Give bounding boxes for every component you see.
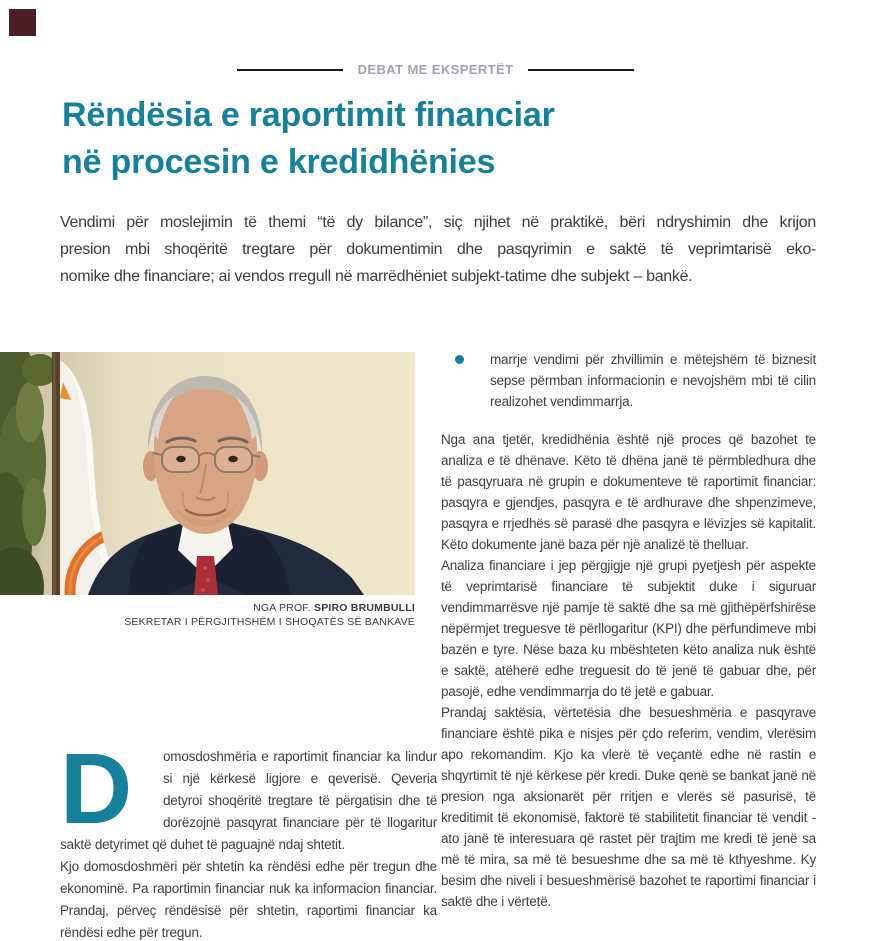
dropcap-letter: D xyxy=(60,733,133,845)
portrait-photo-block xyxy=(0,352,415,629)
kicker-label: DEBAT ME EKSPERTËT xyxy=(357,62,514,77)
flag-pole-highlight xyxy=(53,352,56,595)
right-column xyxy=(441,349,816,912)
portrait-photo xyxy=(0,352,415,595)
article-title xyxy=(62,92,555,186)
body-paragraph: Kjo domosdoshmëri për shtetin ka rëndësi edhe për tregun dhe ekonominë. Pa raportimin financiar nuk ka informacion financiar. Prandaj, përveç rëndësisë për shtetin, raportimi financiar ka rëndësi edhe për tregun. xyxy=(60,859,437,940)
body-paragraph: Analiza financiare i jep përgjigje një grupi pyetjesh për aspekte të veprimtarisë financiare të subjektit duke i siguruar vendimmarrësve një pamje të saktë dhe sa më gjithëpërfshirëse nëpërmjet treguesve të përllogaritur (KPI) dhe përfundimeve mbi bazën e tyre. Nëse baza ku mbështeten këto analiza nuk është e saktë, atëherë edhe treguesit do të jenë të gabuar dhe, për pasojë, edhe vendimmarrja do të jetë e gabuar. xyxy=(441,558,816,699)
kicker-rule-left xyxy=(237,69,343,71)
section-kicker xyxy=(0,62,871,77)
bullet-item xyxy=(441,349,816,412)
body-paragraph: Prandaj saktësia, vërtetësia dhe besueshmëria e pasqyrave financiare është pika e nisjes për çdo referim, vendim, vlerësim apo rekomandim. Kjo ka vlerë të veçantë edhe në rastin e shqyrtimit të një kërkese për kredi. Duke qenë se bankat janë në presion nga aksionarët për rritjen e vlerës së pasurisë, të kreditimit të ekonomisë, faktorë të stabilitetit financiar të vendit - ato janë të interesuara që rastet për trajtim me kredi të jenë sa më të mira, sa më të besueshme dhe sa më të kthyeshme. Ky besim dhe niveli i besueshmërisë bazohet te raportimi financiar i saktë dhe i vërtetë. xyxy=(441,705,816,909)
byline-prefix: NGA PROF. xyxy=(253,602,314,614)
body-paragraph: omosdoshmëria e raportimit financiar ka lindur si një kërkesë ligjore e qeverisë. Qeveria detyroi shoqëritë tregtare të përgatisin dhe të dorëzojnë pasqyrat financiare për të llogaritur saktë detyrimet që duhet të paguajnë ndaj shtetit. xyxy=(60,749,437,852)
article-title-line1: Rëndësia e raportimit financiar xyxy=(62,96,555,134)
article-lede xyxy=(60,209,816,290)
photo-byline xyxy=(0,601,415,615)
left-column xyxy=(60,733,437,941)
lede-line: presion mbi shoqëritë tregtare për dokumentimin dhe pasqyrimin e saktë të veprimtarisë eko- xyxy=(60,241,816,258)
bullet-text: marrje vendimi për zhvillimin e mëtejshëm të biznesit sepse përmban informacionin e nevojshëm mbi të cilin realizohet vendimmarrja. xyxy=(490,352,816,409)
body-paragraph: Nga ana tjetër, kredidhënia është një proces që bazohet te analiza e të dhënave. Këto të dhëna janë të përmbledhura dhe të pasqyruara në grupin e dokumenteve të raportimit financiar: pasqyra e gjendjes, pasqyra e të ardhurave dhe shpenzimeve, pasqyra e rrjedhës së parasë dhe pasqyra e lëvizjes së kapitalit. Këto dokumente janë baza për një analizë të thelluar. xyxy=(441,432,816,552)
article-title-line2: në procesin e kredidhënies xyxy=(62,143,496,181)
kicker-rule-right xyxy=(528,69,634,71)
corner-accent-square xyxy=(9,9,36,36)
photo-caption xyxy=(0,601,415,629)
byline-name: SPIRO BRUMBULLI xyxy=(314,602,415,614)
lede-line: Vendimi për moslejimin të themi “të dy bilance”, siç njihet në praktikë, bëri ndryshimin dhe krijon xyxy=(60,214,816,231)
lede-line: nomike dhe financiare; ai vendos rregull në marrëdhëniet subjekt-tatime dhe subjekt – bankë. xyxy=(60,268,693,285)
bullet-dot-icon xyxy=(455,355,464,364)
photo-role: SEKRETAR I PËRGJITHSHËM I SHOQATËS SË BANKAVE xyxy=(124,616,415,628)
